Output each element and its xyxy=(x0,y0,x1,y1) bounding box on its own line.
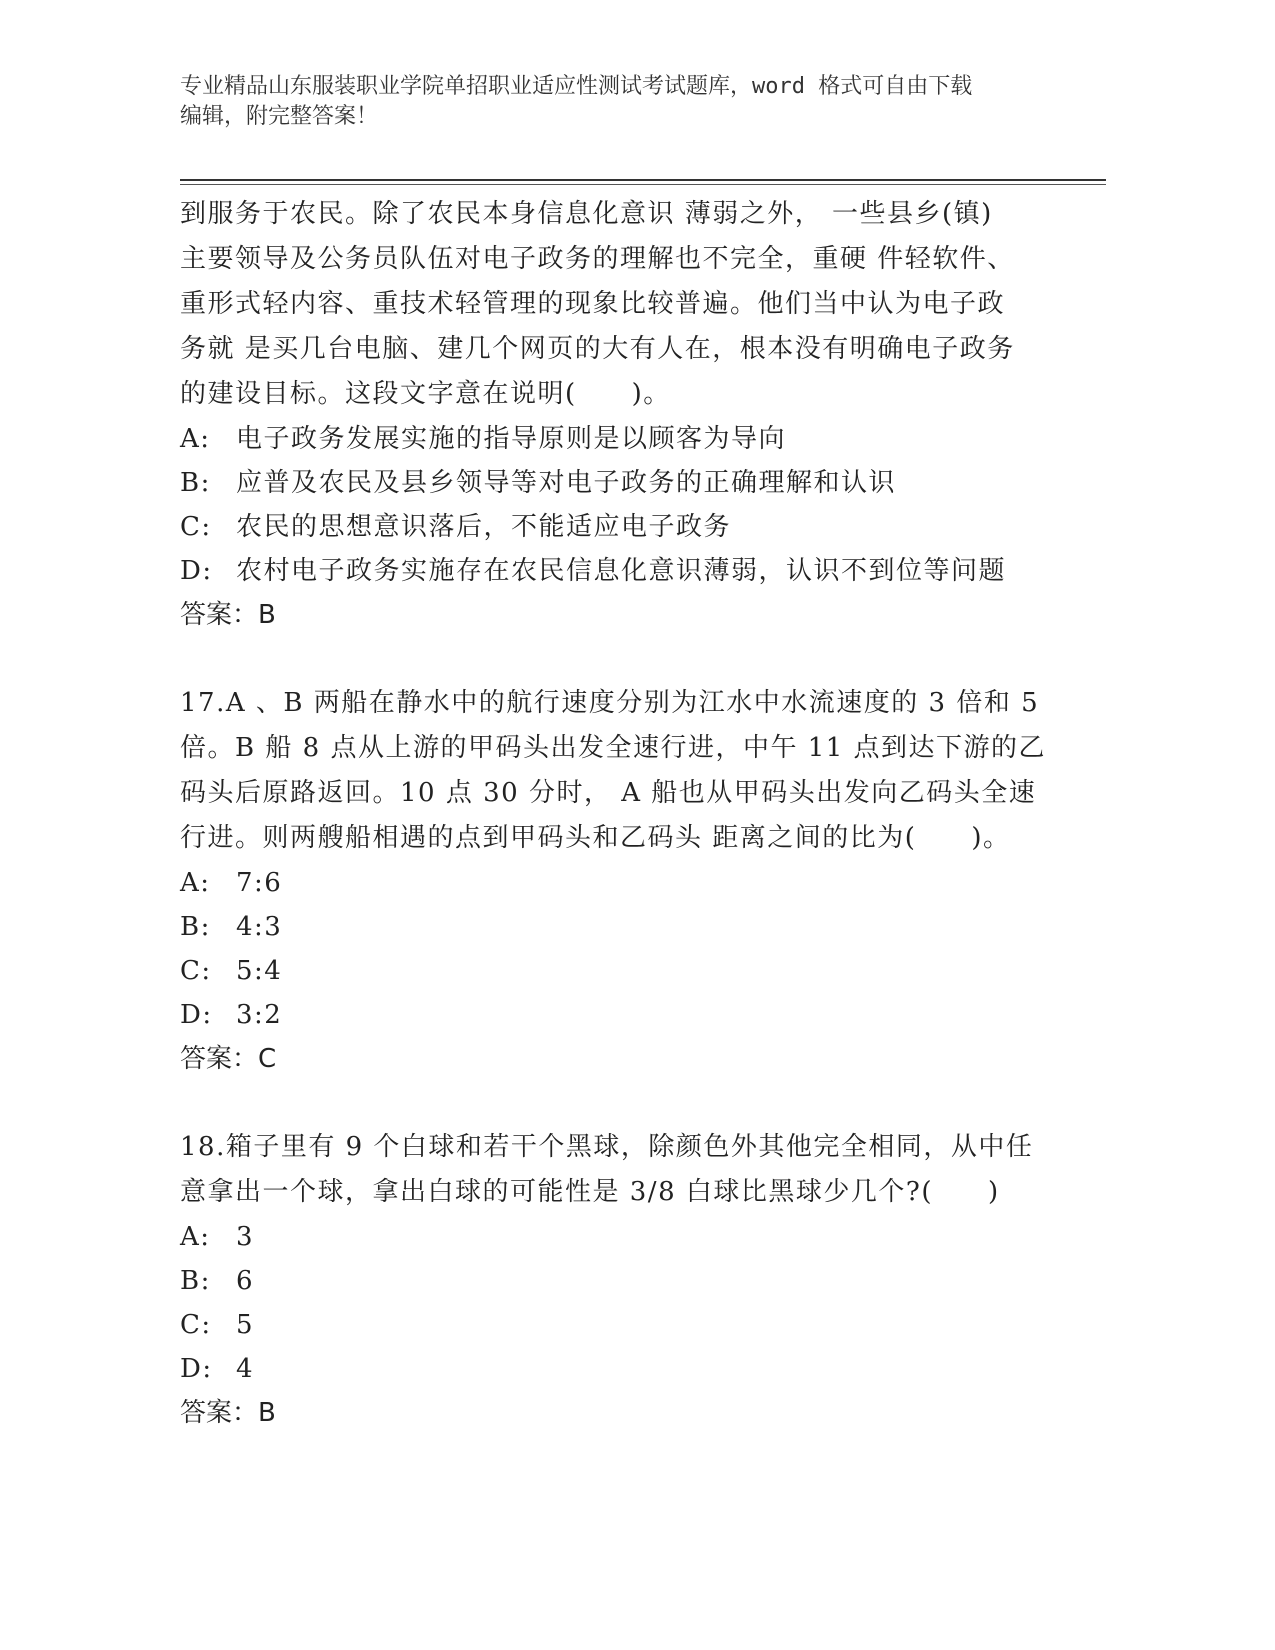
question-text-line: 的建设目标。这段文字意在说明( )。 xyxy=(180,379,671,409)
header-line-1: 专业精品山东服装职业学院单招职业适应性测试考试题库，word 格式可自由下载 xyxy=(180,74,973,99)
option-c xyxy=(180,505,1060,549)
question-text-line: 行进。则两艘船相遇的点到甲码头和乙码头 距离之间的比为( )。 xyxy=(180,823,1011,853)
option-text: 电子政务发展实施的指导原则是以顾客为导向 xyxy=(236,424,787,454)
option-key: B: xyxy=(180,468,211,498)
option-text: 农民的思想意识落后，不能适应电子政务 xyxy=(236,512,732,542)
question-18 xyxy=(180,1125,1060,1435)
option-key: D: xyxy=(180,1354,213,1384)
option-key: B: xyxy=(180,1266,211,1296)
option-d xyxy=(180,1347,1060,1391)
question-text-line: 18.箱子里有 9 个白球和若干个黑球，除颜色外其他完全相同，从中任 xyxy=(180,1132,1034,1162)
option-key: A: xyxy=(180,424,211,454)
option-key: C: xyxy=(180,956,212,986)
option-key: B: xyxy=(180,912,211,942)
spacer xyxy=(180,637,1060,681)
option-key: A: xyxy=(180,868,211,898)
option-key: C: xyxy=(180,1310,212,1340)
question-text-line: 务就 是买几台电脑、建几个网页的大有人在，根本没有明确电子政务 xyxy=(180,334,1015,364)
spacer xyxy=(180,1081,1060,1125)
question-text-line: 17.A 、B 两船在静水中的航行速度分别为江水中水流速度的 3 倍和 5 xyxy=(180,688,1040,718)
option-text: 5:4 xyxy=(236,956,283,986)
option-b xyxy=(180,1259,1060,1303)
option-text: 3:2 xyxy=(236,1000,283,1030)
question-list xyxy=(180,192,1060,1435)
document-header xyxy=(180,72,1080,132)
option-b xyxy=(180,905,1060,949)
answer-line: 答案：B xyxy=(180,1398,276,1428)
option-text: 3 xyxy=(236,1222,255,1252)
header-divider-thin xyxy=(180,184,1106,185)
option-text: 4:3 xyxy=(236,912,283,942)
question-text-line: 码头后原路返回。10 点 30 分时， A 船也从甲码头出发向乙码头全速 xyxy=(180,778,1037,808)
option-c xyxy=(180,1303,1060,1347)
option-text: 6 xyxy=(236,1266,255,1296)
option-d xyxy=(180,549,1060,593)
option-c xyxy=(180,949,1060,993)
option-a xyxy=(180,861,1060,905)
header-line-2: 编辑，附完整答案！ xyxy=(180,104,379,129)
question-text-line: 主要领导及公务员队伍对电子政务的理解也不完全，重硬 件轻软件、 xyxy=(180,244,1015,274)
option-text: 应普及农民及县乡领导等对电子政务的正确理解和认识 xyxy=(236,468,897,498)
answer-line: 答案：C xyxy=(180,1044,277,1074)
question-text-line: 到服务于农民。除了农民本身信息化意识 薄弱之外， 一些县乡(镇) xyxy=(180,199,993,229)
question-17 xyxy=(180,681,1060,1081)
option-d xyxy=(180,993,1060,1037)
option-key: D: xyxy=(180,556,213,586)
option-text: 7:6 xyxy=(236,868,283,898)
option-key: A: xyxy=(180,1222,211,1252)
option-key: C: xyxy=(180,512,212,542)
option-text: 4 xyxy=(236,1354,255,1384)
question-text-line: 意拿出一个球，拿出白球的可能性是 3/8 白球比黑球少几个?( ) xyxy=(180,1177,1000,1207)
option-text: 农村电子政务实施存在农民信息化意识薄弱，认识不到位等问题 xyxy=(236,556,1007,586)
answer-line: 答案：B xyxy=(180,600,276,630)
option-a xyxy=(180,417,1060,461)
option-b xyxy=(180,461,1060,505)
question-text-line: 重形式轻内容、重技术轻管理的现象比较普遍。他们当中认为电子政 xyxy=(180,289,1006,319)
option-text: 5 xyxy=(236,1310,255,1340)
header-divider-thick xyxy=(180,179,1106,181)
option-a xyxy=(180,1215,1060,1259)
question-16 xyxy=(180,192,1060,637)
option-key: D: xyxy=(180,1000,213,1030)
question-text-line: 倍。B 船 8 点从上游的甲码头出发全速行进，中午 11 点到达下游的乙 xyxy=(180,733,1047,763)
